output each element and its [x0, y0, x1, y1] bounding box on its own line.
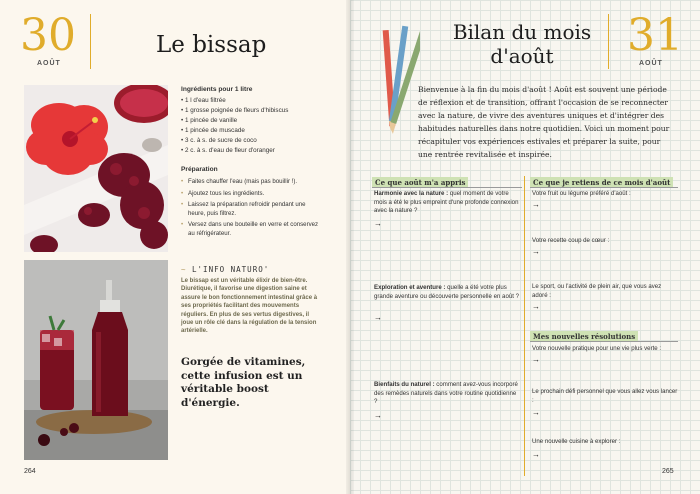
day-number-31: 31	[627, 10, 683, 61]
prompt-cuisine: Une nouvelle cuisine à explorer :	[532, 438, 621, 445]
summary-title-line1: Bilan du mois	[452, 20, 592, 44]
preparation-step: • Laissez la préparation refroidir pendant une heure, puis filtrez.	[181, 201, 323, 218]
answer-arrow-icon: →	[374, 411, 382, 420]
answer-arrow-icon: →	[532, 200, 540, 209]
ingredient-item: • 1 pincée de vanille	[181, 116, 331, 126]
answer-arrow-icon: →	[532, 355, 540, 364]
col3-header: Mes nouvelles résolutions	[530, 331, 638, 342]
question-exploration-text: quelle a été votre plus grande aventure ou découverte personnelle en août ?	[374, 284, 520, 300]
question-harmony-label: Harmonie avec la nature :	[374, 190, 449, 197]
question-natural-label: Bienfaits du naturel :	[374, 381, 435, 388]
month-label-right: AOÛT	[639, 60, 663, 67]
col3-rule	[530, 341, 678, 342]
gold-divider-right	[608, 14, 609, 69]
ingredient-item: • 1 pincée de muscade	[181, 126, 331, 136]
question-harmony	[374, 190, 520, 216]
page-number-left: 264	[24, 468, 36, 475]
question-harmony-text: quel moment de votre mois a été le plus empreint d'une profonde connexion avec la nature ?	[374, 190, 519, 215]
bissap-drink-photo	[24, 260, 168, 460]
answer-arrow-icon: →	[532, 450, 540, 459]
page-number-right: 265	[662, 468, 674, 475]
sparkle-icon: ~	[181, 265, 187, 274]
col2-header: Ce que je retiens de ce mois d'août	[530, 177, 673, 188]
column-divider	[524, 176, 525, 476]
pencils-icon	[380, 22, 420, 134]
question-exploration-label: Exploration et aventure :	[374, 284, 446, 291]
pull-quote: Gorgée de vitamines, cette infusion est un véritable boost d'énergie.	[181, 356, 306, 409]
ingredient-item: • 1 l d'eau filtrée	[181, 96, 331, 106]
month-label-left: AOÛT	[37, 60, 61, 67]
ingredient-item: • 1 grosse poignée de fleurs d'hibiscus	[181, 106, 331, 116]
summary-title	[442, 20, 602, 68]
prompt-recipe: Votre recette coup de cœur :	[532, 237, 610, 244]
prompt-sport: Le sport, ou l'activité de plein air, que vous avez adoré :	[532, 283, 662, 299]
ingredients-title: Ingrédients pour 1 litre	[181, 86, 253, 93]
ingredient-item: • 3 c. à s. de sucre de coco	[181, 136, 331, 146]
preparation-step: • Faites chauffer l'eau (mais pas bouillir !).	[181, 178, 323, 187]
prompt-green-practice: Votre nouvelle pratique pour une vie plus verte :	[532, 345, 662, 352]
preparation-list	[181, 178, 323, 242]
summary-title-line2: d'août	[490, 44, 554, 68]
answer-arrow-icon: →	[532, 247, 540, 256]
hibiscus-illustration	[24, 85, 168, 252]
preparation-step: • Versez dans une bouteille en verre et conservez au réfrigérateur.	[181, 221, 323, 238]
gold-divider-left	[90, 14, 91, 69]
bissap-illustration	[24, 260, 168, 460]
prompt-challenge: Le prochain défi personnel que vous allez vous lancer :	[532, 388, 678, 404]
answer-arrow-icon: →	[374, 219, 382, 228]
intro-paragraph: Bienvenue à la fin du mois d'août ! Août est souvent une période de réflexion et de transition, offrant l'occasion de se reconnecter avec la nature, de vivre des aventures uniques et d'intégrer des habitudes naturelles dans notre quotidien. Voici un moment pour récapituler vos expériences estivales et préparer la suite, pour une rentrée revitalisée et inspirée.	[418, 85, 670, 159]
info-naturo-text: Le bissap est un véritable élixir de bien-être. Diurétique, il favorise une digestion saine et assure le bon fonctionnement intestinal grâce à ses propriétés facilitant des mouvements réguliers. En plus de ses vertus digestives, il joue un rôle clé dans la régulation de la tension artérielle.	[181, 278, 318, 335]
answer-arrow-icon: →	[374, 313, 382, 322]
preparation-title: Préparation	[181, 166, 218, 173]
book-gutter	[346, 0, 354, 494]
prompt-fruit: Votre fruit ou légume préféré d'août :	[532, 190, 631, 197]
day-number-30: 30	[20, 10, 76, 61]
info-naturo-label: L'INFO NATURO'	[192, 265, 270, 274]
col2-rule	[530, 187, 678, 188]
col1-header: Ce que août m'a appris	[372, 177, 468, 188]
answer-arrow-icon: →	[532, 302, 540, 311]
question-natural-text: comment avez-vous incorporé des remèdes naturels dans votre routine quotidienne ?	[374, 381, 518, 406]
hibiscus-photo	[24, 85, 168, 252]
recipe-title: Le bissap	[156, 32, 267, 58]
ingredient-item: • 2 c. à s. d'eau de fleur d'oranger	[181, 146, 331, 156]
ingredients-list	[181, 96, 331, 156]
question-natural	[374, 381, 520, 407]
answer-arrow-icon: →	[532, 408, 540, 417]
question-exploration	[374, 284, 520, 301]
col1-rule	[372, 187, 522, 188]
info-naturo-heading	[181, 265, 269, 274]
preparation-step: • Ajoutez tous les ingrédients.	[181, 190, 323, 199]
right-page	[350, 0, 700, 494]
